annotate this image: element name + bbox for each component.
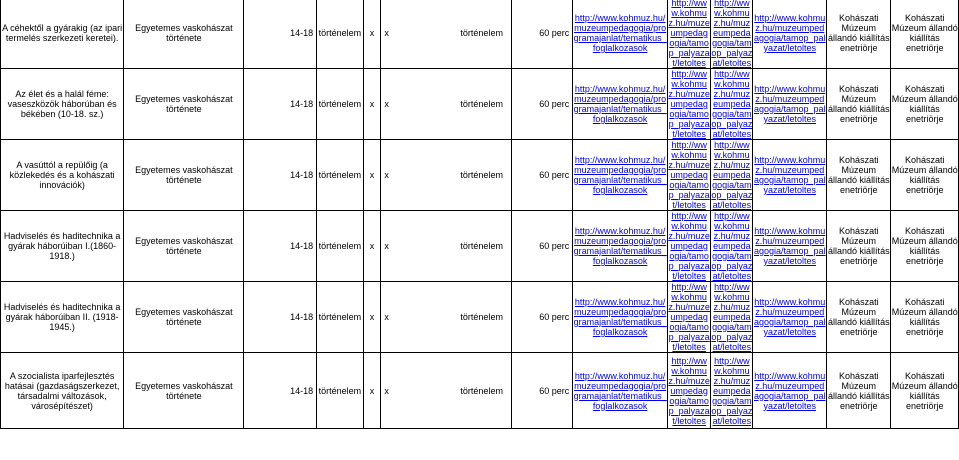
table-row [1,0,959,69]
age-range: 14-18 [244,282,317,353]
venue-2: Kohászati Múzeum állandó kiállítás enetriörje [891,211,959,282]
material-link-1[interactable]: http://www.kohmuz.hu/muzeumpedagogia/tamop_palyazat/letoltes [668,282,710,352]
program-subject: Egyetemes vaskohászat története [124,140,244,211]
material-link-1-cell [668,211,711,282]
mark-x-2: x [384,312,389,322]
age-range: 14-18 [244,0,317,69]
duration: 60 perc [512,69,573,140]
subject-field: történelem [317,69,363,140]
material-link-3[interactable]: http://www.kohmuz.hu/muzeumpedagogia/tamop_palyazat/letoltes [754,155,826,195]
mark-x-2: x [384,99,389,109]
program-link[interactable]: http://www.kohmuz.hu/muzeumpedagogia/programajanlat/tematikus_foglalkozasok [573,155,667,195]
venue: Kohászati Múzeum állandó kiállítás enetriörje [827,282,891,353]
table-body [1,0,959,429]
subject-field-2: történelem [460,28,503,38]
subject-field: történelem [317,0,363,69]
venue: Kohászati Múzeum állandó kiállítás enetriörje [827,353,891,429]
mark-x-1: x [363,69,381,140]
material-link-2[interactable]: http://www.kohmuz.hu/muzeumpedagogia/tamop_palyazat/letoltes [711,0,753,68]
table-row [1,140,959,211]
material-link-2-cell [711,282,753,353]
subject-field: történelem [317,282,363,353]
material-link-3-cell [753,211,827,282]
subject-field-2: történelem [460,170,503,180]
venue-2: Kohászati Múzeum állandó kiállítás enetriörje [891,353,959,429]
program-title: A céhektől a gyárakig (az ipari termelés szerkezeti keretei). [1,0,124,69]
subject-field: történelem [317,140,363,211]
venue-2: Kohászati Múzeum állandó kiállítás enetriörje [891,69,959,140]
material-link-3-cell [753,69,827,140]
subject-field: történelem [317,353,363,429]
venue: Kohászati Múzeum állandó kiállítás enetriörje [827,0,891,69]
program-title: Hadviselés és haditechnika a gyárak háborúiban II. (1918-1945.) [1,282,124,353]
material-link-1[interactable]: http://www.kohmuz.hu/muzeumpedagogia/tamop_palyazat/letoltes [668,0,710,68]
mark-x-2: x [384,241,389,251]
program-subject: Egyetemes vaskohászat története [124,353,244,429]
mark-x-2-and-field [381,69,512,140]
program-title: Az élet és a halál féme: vaseszközök háborúban és békében (10-18. sz.) [1,69,124,140]
mark-x-1: x [363,282,381,353]
subject-field-2: történelem [460,385,503,396]
mark-x-2: x [384,170,389,180]
table-row [1,353,959,429]
program-title: A vasúttól a repülőig (a közlekedés és a kohászati innovációk) [1,140,124,211]
mark-x-2-and-field [381,282,512,353]
mark-x-2-and-field [381,353,512,429]
mark-x-1: x [363,0,381,69]
program-title: A szocialista iparfejlesztés hatásai (gazdaságszerkezet, társadalmi változások, városépítészet) [1,353,124,429]
mark-x-1: x [363,140,381,211]
program-subject: Egyetemes vaskohászat története [124,69,244,140]
material-link-2-cell [711,140,753,211]
program-subject: Egyetemes vaskohászat története [124,282,244,353]
program-link-cell [573,353,668,429]
material-link-2-cell [711,69,753,140]
program-link[interactable]: http://www.kohmuz.hu/muzeumpedagogia/programajanlat/tematikus_foglalkozasok [573,13,667,53]
material-link-2-cell [711,211,753,282]
program-subject: Egyetemes vaskohászat története [124,0,244,69]
material-link-2-cell [711,0,753,69]
program-subject: Egyetemes vaskohászat története [124,211,244,282]
material-link-3[interactable]: http://www.kohmuz.hu/muzeumpedagogia/tamop_palyazat/letoltes [754,226,826,266]
material-link-2[interactable]: http://www.kohmuz.hu/muzeumpedagogia/tamop_palyazat/letoltes [711,355,753,426]
material-link-3-cell [753,282,827,353]
mark-x-2: x [384,28,389,38]
program-link-cell [573,211,668,282]
duration: 60 perc [512,211,573,282]
material-link-3[interactable]: http://www.kohmuz.hu/muzeumpedagogia/tamop_palyazat/letoltes [754,84,826,124]
venue: Kohászati Múzeum állandó kiállítás enetriörje [827,69,891,140]
material-link-1-cell [668,353,711,429]
mark-x-1: x [363,353,381,429]
program-link[interactable]: http://www.kohmuz.hu/muzeumpedagogia/programajanlat/tematikus_foglalkozasok [573,226,667,266]
program-link[interactable]: http://www.kohmuz.hu/muzeumpedagogia/programajanlat/tematikus_foglalkozasok [573,370,667,411]
table-row [1,282,959,353]
program-link-cell [573,69,668,140]
subject-field: történelem [317,211,363,282]
material-link-1-cell [668,0,711,69]
material-link-2[interactable]: http://www.kohmuz.hu/muzeumpedagogia/tamop_palyazat/letoltes [711,140,753,210]
program-link[interactable]: http://www.kohmuz.hu/muzeumpedagogia/programajanlat/tematikus_foglalkozasok [573,84,667,124]
material-link-3-cell [753,0,827,69]
material-link-3[interactable]: http://www.kohmuz.hu/muzeumpedagogia/tamop_palyazat/letoltes [754,370,826,411]
subject-field-2: történelem [460,312,503,322]
material-link-1-cell [668,69,711,140]
program-link-cell [573,282,668,353]
material-link-1-cell [668,282,711,353]
program-title: Hadviselés és haditechnika a gyárak háborúiban I.(1860-1918.) [1,211,124,282]
material-link-2[interactable]: http://www.kohmuz.hu/muzeumpedagogia/tamop_palyazat/letoltes [711,282,753,352]
subject-field-2: történelem [460,241,503,251]
duration: 60 perc [512,0,573,69]
subject-field-2: történelem [460,99,503,109]
mark-x-2-and-field [381,0,512,69]
program-link[interactable]: http://www.kohmuz.hu/muzeumpedagogia/programajanlat/tematikus_foglalkozasok [573,297,667,337]
material-link-1[interactable]: http://www.kohmuz.hu/muzeumpedagogia/tamop_palyazat/letoltes [668,140,710,210]
duration: 60 perc [512,353,573,429]
venue-2: Kohászati Múzeum állandó kiállítás enetriörje [891,0,959,69]
material-link-3[interactable]: http://www.kohmuz.hu/muzeumpedagogia/tamop_palyazat/letoltes [754,297,826,337]
age-range: 14-18 [244,69,317,140]
age-range: 14-18 [244,140,317,211]
venue-2: Kohászati Múzeum állandó kiállítás enetriörje [891,282,959,353]
program-link-cell [573,140,668,211]
material-link-3-cell [753,140,827,211]
venue-2: Kohászati Múzeum állandó kiállítás enetriörje [891,140,959,211]
mark-x-2: x [384,385,389,396]
age-range: 14-18 [244,353,317,429]
venue: Kohászati Múzeum állandó kiállítás enetriörje [827,211,891,282]
table-row [1,69,959,140]
material-link-1-cell [668,140,711,211]
material-link-1[interactable]: http://www.kohmuz.hu/muzeumpedagogia/tamop_palyazat/letoltes [668,69,710,139]
material-link-1[interactable]: http://www.kohmuz.hu/muzeumpedagogia/tamop_palyazat/letoltes [668,211,710,281]
mark-x-2-and-field [381,211,512,282]
material-link-2-cell [711,353,753,429]
mark-x-1: x [363,211,381,282]
table-row [1,211,959,282]
material-link-3-cell [753,353,827,429]
age-range: 14-18 [244,211,317,282]
program-link-cell [573,0,668,69]
duration: 60 perc [512,282,573,353]
material-link-2[interactable]: http://www.kohmuz.hu/muzeumpedagogia/tamop_palyazat/letoltes [711,69,753,139]
material-link-3[interactable]: http://www.kohmuz.hu/muzeumpedagogia/tamop_palyazat/letoltes [754,13,826,53]
mark-x-2-and-field [381,140,512,211]
material-link-1[interactable]: http://www.kohmuz.hu/muzeumpedagogia/tamop_palyazat/letoltes [668,355,710,426]
material-link-2[interactable]: http://www.kohmuz.hu/muzeumpedagogia/tamop_palyazat/letoltes [711,211,753,281]
venue: Kohászati Múzeum állandó kiállítás enetriörje [827,140,891,211]
duration: 60 perc [512,140,573,211]
